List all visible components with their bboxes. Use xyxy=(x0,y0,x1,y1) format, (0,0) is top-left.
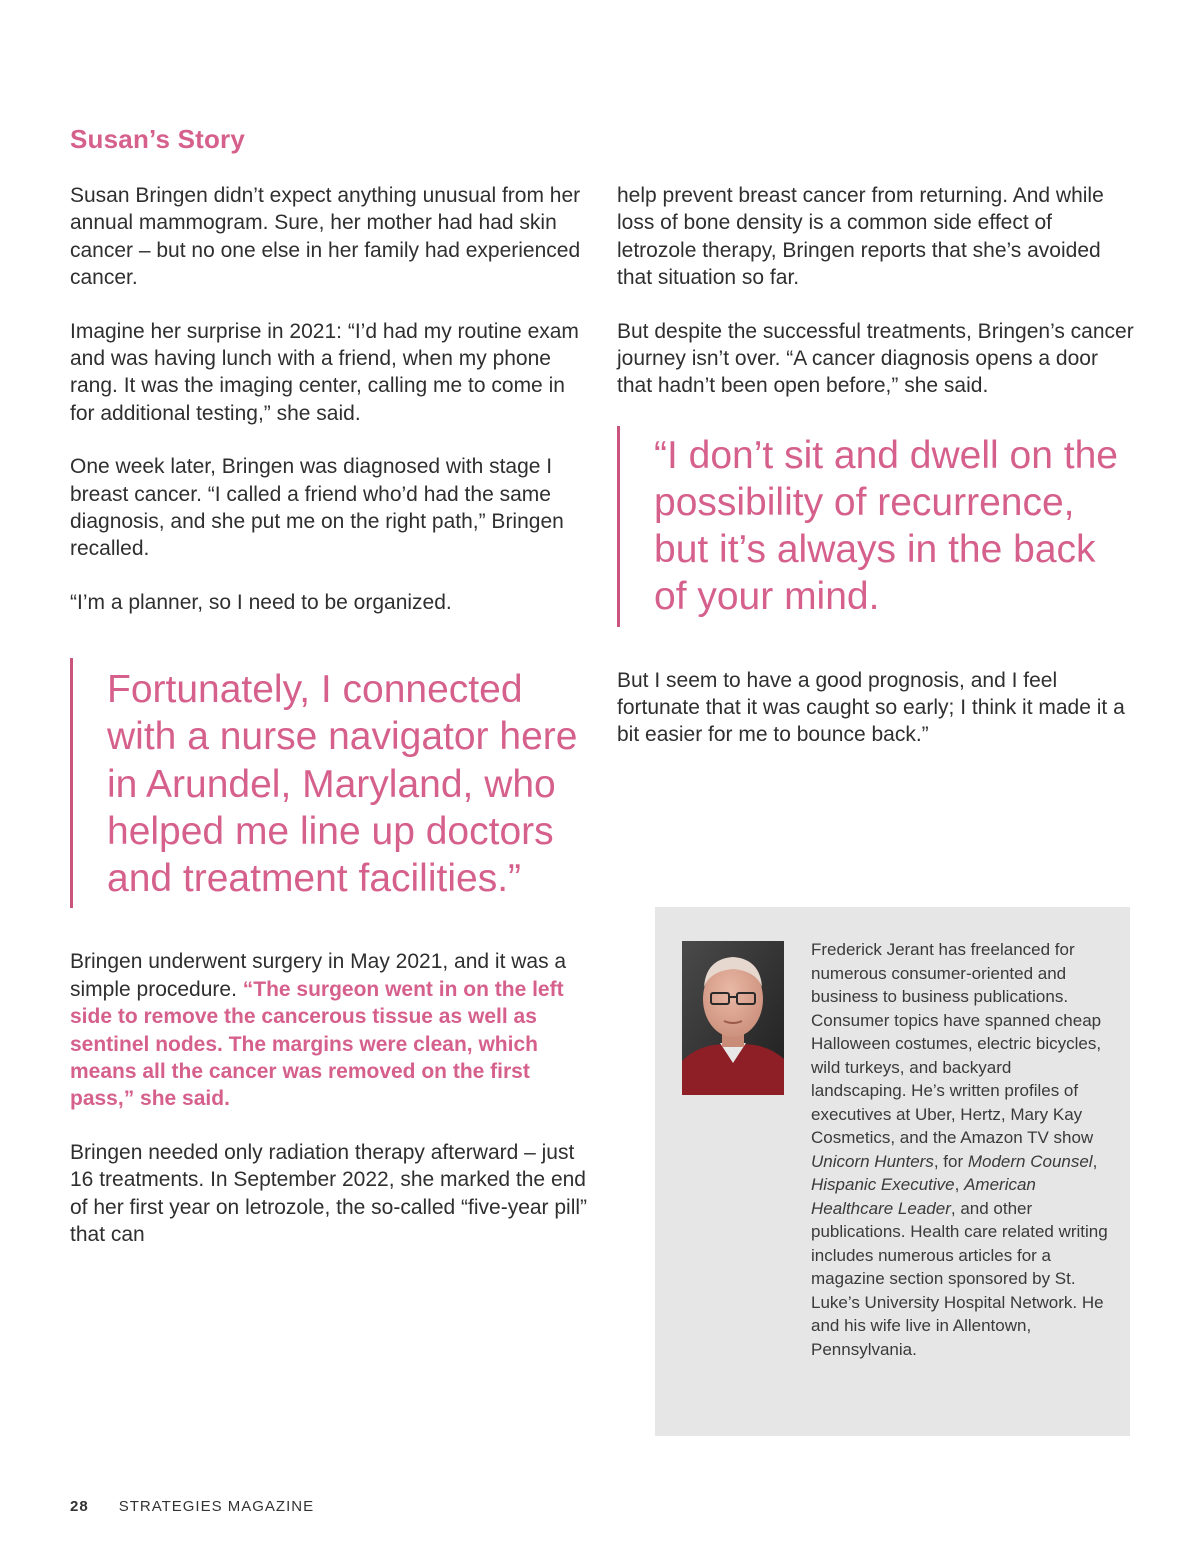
paragraph: help prevent breast cancer from returning. And while loss of bone density is a common side effect of letrozole therapy, Bringen reports that she’s avoided that situation so far. xyxy=(617,184,1104,290)
highlighted-quote: “The surgeon went in on the left side to remove the cancerous tissue as well as sentinel nodes. The margins were clean, which means all the cancer was removed on the first pass,” she said. xyxy=(70,977,564,1111)
paragraph: But despite the successful treatments, Bringen’s cancer journey isn’t over. “A cancer diagnosis opens a door that hadn’t been open before,” she said. xyxy=(617,319,1134,398)
paragraph-text: Bringen underwent surgery in May 2021, and it was a simple procedure. xyxy=(70,950,567,1001)
publication-title: American Healthcare Leader xyxy=(811,1175,1036,1218)
publication-title: Modern Counsel xyxy=(967,1151,1093,1171)
bio-text-segment: , xyxy=(954,1175,965,1194)
bio-text-segment: , xyxy=(1092,1151,1098,1171)
bio-text-segment: Frederick Jerant has freelanced for numerous consumer-oriented and business to business publications. Consumer topics have spanned cheap Halloween costumes, electric bicycles, wild turkeys, and backyard landscaping. He’s written profiles of executives at Uber, Hertz, Mary Kay Cosmetics, and the Amazon TV show xyxy=(811,940,1102,1147)
paragraph: Susan Bringen didn’t expect anything unusual from her annual mammogram. Sure, her mother had had skin cancer – but no one else in her family had experienced cancer. xyxy=(70,184,581,290)
publication-title: Hispanic Executive xyxy=(811,1175,955,1194)
pull-quote-right: “I don’t sit and dwell on the possibility of recurrence, but it’s always in the back of your mind. xyxy=(617,426,1137,627)
paragraph: “I’m a planner, so I need to be organized. xyxy=(70,590,452,614)
paragraph-surgery xyxy=(70,948,590,1112)
pull-quote-left: Fortunately, I connected with a nurse navigator here in Arundel, Maryland, who helped me line up doctors and treatment facilities.” xyxy=(70,658,590,908)
paragraph: Bringen needed only radiation therapy afterward – just 16 treatments. In September 2022, she marked the end of her first year on letrozole, the so-called “five-year pill” that can xyxy=(70,1140,588,1246)
publication-name: STRATEGIES MAGAZINE xyxy=(118,1498,315,1515)
section-heading: Susan’s Story xyxy=(70,124,246,154)
publication-title: Unicorn Hunters xyxy=(811,1151,934,1171)
article-column-right xyxy=(617,182,1137,749)
article-column-left xyxy=(70,182,590,1248)
bio-text-segment: , and other publications. Health care related writing includes numerous articles for a magazine section sponsored by St. Luke’s University Hospital Network. He and his wife live in Allentown, Pennsylvania. xyxy=(811,1198,1108,1359)
paragraph: But I seem to have a good prognosis, and I feel fortunate that it was caught so early; I think it made it a bit easier for me to bounce back.” xyxy=(617,668,1125,747)
bio-text-segment: , for xyxy=(933,1151,968,1171)
author-bio-box xyxy=(655,907,1130,1436)
author-portrait-image xyxy=(682,941,784,1095)
paragraph: One week later, Bringen was diagnosed with stage I breast cancer. “I called a friend who’d had the same diagnosis, and she put me on the right path,” Bringen recalled. xyxy=(70,455,564,561)
page-number: 28 xyxy=(70,1498,89,1515)
author-bio-text xyxy=(811,938,1111,1361)
paragraph: Imagine her surprise in 2021: “I’d had my routine exam and was having lunch with a friend, when my phone rang. It was the imaging center, calling me to come in for additional testing,” she said. xyxy=(70,319,579,425)
page-footer xyxy=(70,1498,314,1515)
author-photo xyxy=(682,941,784,1095)
